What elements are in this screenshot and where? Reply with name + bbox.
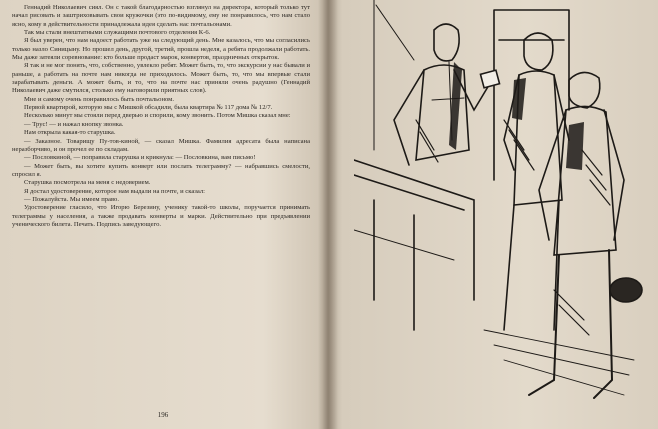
ink-drawing — [354, 0, 654, 410]
paragraph: — Пословкиной, — поправила старушка и крикнула: — Пословкина, вам письмо! — [24, 154, 256, 162]
paragraph: Я был уверен, что нам надоест работать уже на следующий день. Мне казалось, что мы согласились только назло Синицыну. Но прошел день, другой, третий, прошла неделя, а ребята продолжали работать. Мы даже затеяли соревнование: кто больше продаст марок, конвертов, праздничных открыток. — [12, 37, 310, 62]
page-number: 196 — [157, 411, 169, 419]
paragraph: — Трус! — и нажал кнопку звонка. — [24, 120, 124, 128]
paragraph: — Пожалуйста. Мы имеем право. — [24, 195, 119, 203]
paragraph: — Заказное. Товарищу Пу-тов-киной, — сказал Мишка. Фамилия адресата была написана неразборчиво, и он прочел ее по складам. — [12, 137, 310, 153]
illustration-post-office — [354, 0, 654, 410]
paragraph: — Может быть, вы хотите купить конверт или послать телеграмму? — набравшись смелости, спросил я. — [12, 162, 310, 178]
page-text — [12, 4, 310, 408]
paragraph: Я так и не мог понять, что, собственно, увлекло ребят. Может быть, то, что экскурсии у нас бывали и раньше, а работать на почте нам никогда не приходилось. Может быть, то, что мы впервые стали зарабатывать деньги. А может быть, и то, что на почте нас приняли очень радушно (Геннадий Николаевич даже смутился, столько ему наговорили приятных слов). — [12, 62, 310, 95]
right-page — [330, 0, 658, 429]
paragraph: Геннадий Николаевич сиял. Он с такой благодарностью взглянул на директора, который только тут начал рисовать и заштриховывать свои кружочки (это по-видимому, ему не понравилось, что нам стало ясно, кому в действительности принадлежала идея сделать нас почтальонами. — [12, 4, 310, 28]
paragraph: Так мы стали внештатными служащими почтового отделения К-6. — [24, 29, 211, 37]
paragraph: Я достал удостоверение, которое нам выдали на почте, и сказал: — [24, 187, 205, 195]
paragraph: Несколько минут мы стояли перед дверью и спорили, кому звонить. Потом Мишка сказал мне: — [24, 112, 291, 120]
paragraph: Первой квартирой, которую мы с Мишкой обсадили, была квартира № 117 дома № 12/7. — [24, 104, 273, 112]
left-page — [0, 0, 326, 429]
paragraph: Нам открыла какая-то старушка. — [24, 129, 116, 137]
paragraph: Мне и самому очень понравилось быть почтальоном. — [24, 95, 175, 103]
paragraph: Старушка посмотрела на меня с недоверием. — [24, 179, 151, 187]
paragraph: Удостоверение гласило, что Игорю Березину, ученику такой-то школы, поручается принимать телеграммы у населения, а также продавать конверты и марки. Действительно при предъявлении ученического билета. Печать. Подпись заведующего. — [12, 204, 310, 228]
